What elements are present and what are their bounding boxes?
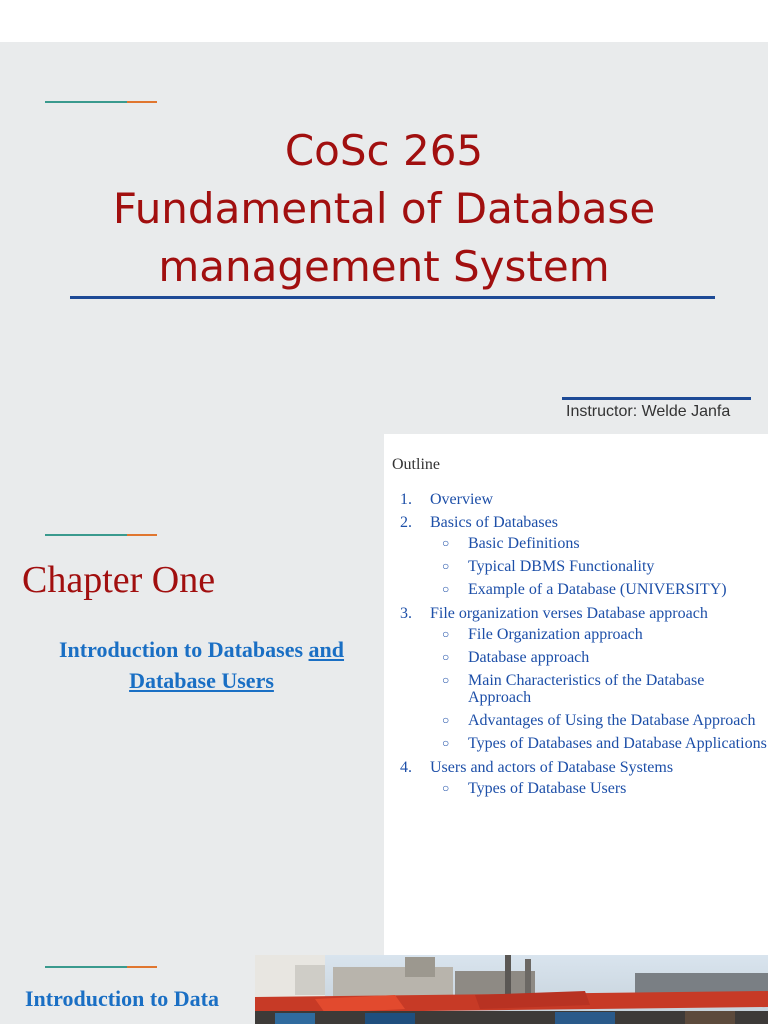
chapter-subtitle: [14, 634, 389, 696]
market-photo: [255, 955, 768, 1024]
outline-sublist: [430, 626, 768, 752]
course-title: [20, 122, 748, 296]
market-photo-graphic: [255, 955, 768, 1024]
title-line-1: CoSc 265: [284, 126, 484, 175]
outline-panel: [384, 434, 768, 955]
subtitle-link-users[interactable]: Database Users: [129, 668, 274, 693]
chapter-slide: [0, 434, 384, 866]
title-slide: [0, 42, 768, 434]
outline-subitem: ○ Basic Definitions: [442, 535, 580, 552]
outline-subitem: ○ Types of Database Users: [442, 780, 627, 797]
outline-subitem: ○ Typical DBMS Functionality: [442, 558, 655, 575]
title-line-3: management System: [158, 242, 610, 291]
outline-item: 2. Basics of Databases ○ Basic Definitions ○ Typical DBMS Functionality ○ Example of a Database (UNIVERSITY): [384, 513, 768, 598]
outline-heading: Outline: [392, 456, 440, 473]
outline-sublist: [430, 535, 768, 598]
outline-item: 4. Users and actors of Database Systems ○ Types of Database Users: [384, 758, 768, 797]
subtitle-link-and[interactable]: and: [308, 637, 345, 662]
instructor-rule: [562, 397, 751, 400]
outline-subitem: ○ Main Characteristics of the Database Approach: [442, 672, 705, 706]
title-line-2: Fundamental of Database: [112, 184, 656, 233]
outline-subitem: ○ Example of a Database (UNIVERSITY): [442, 581, 727, 598]
outline-item: 1. Overview: [400, 491, 494, 508]
title-underline: [70, 296, 715, 299]
outline-subitem: ○ Types of Databases and Database Applications: [442, 735, 767, 752]
chapter-title: Chapter One: [22, 559, 216, 601]
outline-sublist: [430, 780, 768, 797]
next-slide-title: Introduction to Data: [25, 986, 219, 1011]
subtitle-text: Introduction to Databases: [58, 637, 309, 662]
outline-subitem: ○ Database approach: [442, 649, 590, 666]
outline-item: 3. File organization verses Database approach ○ File Organization approach ○ Database approach ○ Main Characteristics of the Database Approach ○ Advantages of Using the Database Approach ○ Types of Databases and Database Applications: [400, 605, 767, 752]
outline-list: [384, 490, 768, 803]
instructor-label: Instructor: Welde Janfa: [566, 403, 731, 420]
outline-subitem: ○ File Organization approach: [442, 626, 643, 643]
page-top-margin: [0, 0, 768, 42]
outline-subitem: ○ Advantages of Using the Database Approach: [442, 712, 756, 729]
